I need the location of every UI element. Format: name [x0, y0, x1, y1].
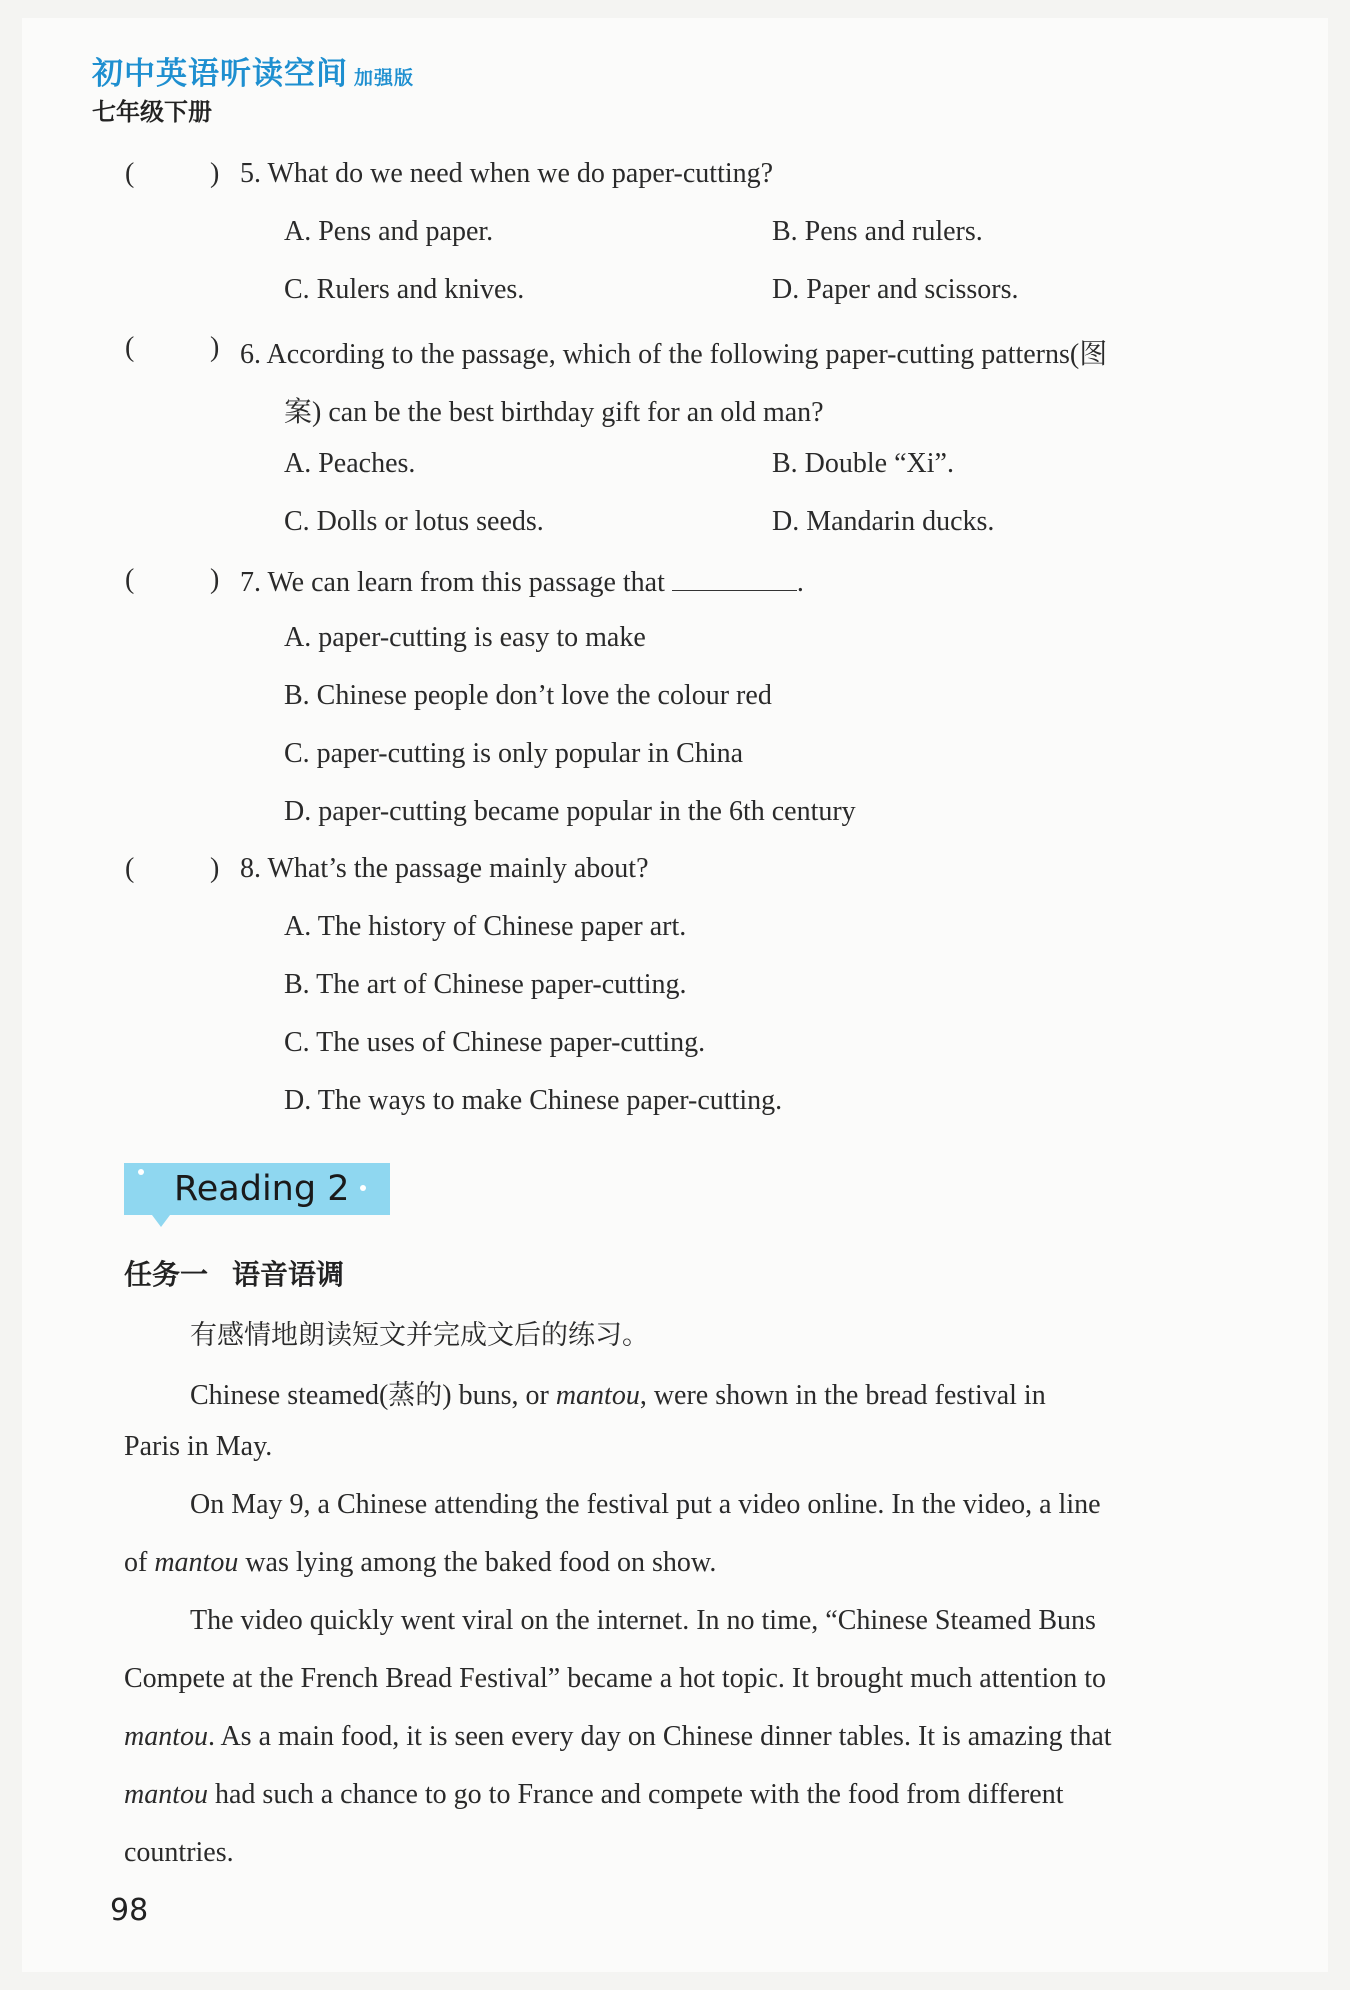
badge-tail — [152, 1215, 170, 1227]
question-stem: 6. According to the passage, which of the following paper-cutting patterns(图 — [240, 339, 1108, 370]
paragraph-1-line-2: Paris in May. — [124, 1431, 273, 1462]
option-a: A. Peaches. — [284, 448, 416, 479]
answer-paren-open: ( — [125, 853, 135, 884]
book-title — [92, 48, 414, 93]
question-stem-line2: 案) can be the best birthday gift for an old man? — [284, 397, 824, 428]
book-title-text: 初中英语听读空间 — [92, 56, 348, 92]
option-c: C. Dolls or lotus seeds. — [284, 506, 544, 537]
task-heading — [124, 1253, 344, 1293]
option-a: A. Pens and paper. — [284, 216, 494, 247]
answer-paren-close: ) — [210, 853, 220, 884]
option-a: A. The history of Chinese paper art. — [284, 911, 687, 942]
paragraph-3-line-2: Compete at the French Bread Festival” became a hot topic. It brought much attention to — [124, 1663, 1107, 1694]
answer-paren-open: ( — [125, 158, 135, 189]
paragraph-3-line-5: countries. — [124, 1837, 234, 1868]
option-d: D. paper-cutting became popular in the 6th century — [284, 796, 856, 827]
paragraph-2-line-2: of mantou was lying among the baked food on show. — [124, 1547, 717, 1578]
option-c: C. Rulers and knives. — [284, 274, 525, 305]
badge-dot-decoration — [138, 1169, 144, 1175]
paragraph-3-line-1: The video quickly went viral on the internet. In no time, “Chinese Steamed Buns — [190, 1605, 1096, 1636]
question-stem: 5. What do we need when we do paper-cutting? — [240, 158, 774, 189]
badge-dot-decoration — [360, 1185, 366, 1191]
answer-blank[interactable] — [672, 564, 797, 591]
page-number: 98 — [110, 1893, 149, 1928]
option-b: B. Chinese people don’t love the colour red — [284, 680, 772, 711]
option-d: D. Mandarin ducks. — [772, 506, 995, 537]
answer-paren-close: ) — [210, 564, 220, 595]
grade-subtitle: 七年级下册 — [92, 98, 212, 126]
option-c: C. paper-cutting is only popular in China — [284, 738, 744, 769]
task-number: 任务一 — [124, 1258, 209, 1291]
answer-paren-open: ( — [125, 332, 135, 363]
option-b: B. Double “Xi”. — [772, 448, 954, 479]
option-a: A. paper-cutting is easy to make — [284, 622, 646, 653]
question-stem: 8. What’s the passage mainly about? — [240, 853, 649, 884]
option-b: B. The art of Chinese paper-cutting. — [284, 969, 687, 1000]
task-name: 语音语调 — [232, 1258, 345, 1291]
reading-section-badge — [124, 1163, 390, 1215]
answer-paren-close: ) — [210, 158, 220, 189]
answer-paren-close: ) — [210, 332, 220, 363]
edition-badge: 加强版 — [354, 67, 415, 89]
option-c: C. The uses of Chinese paper-cutting. — [284, 1027, 706, 1058]
paragraph-3-line-4: mantou had such a chance to go to France and compete with the food from different — [124, 1779, 1064, 1810]
option-d: D. Paper and scissors. — [772, 274, 1019, 305]
option-d: D. The ways to make Chinese paper-cutting. — [284, 1085, 783, 1116]
paragraph-1-line-1: Chinese steamed(蒸的) buns, or mantou, were shown in the bread festival in — [190, 1380, 1046, 1411]
reading-section-title: Reading 2 — [174, 1169, 350, 1209]
task-instruction: 有感情地朗读短文并完成文后的练习。 — [190, 1320, 649, 1351]
answer-paren-open: ( — [125, 564, 135, 595]
paragraph-3-line-3: mantou. As a main food, it is seen every day on Chinese dinner tables. It is amazing that — [124, 1721, 1112, 1752]
paragraph-2-line-1: On May 9, a Chinese attending the festival put a video online. In the video, a line — [190, 1489, 1101, 1520]
option-b: B. Pens and rulers. — [772, 216, 983, 247]
question-stem: 7. We can learn from this passage that . — [240, 564, 804, 599]
